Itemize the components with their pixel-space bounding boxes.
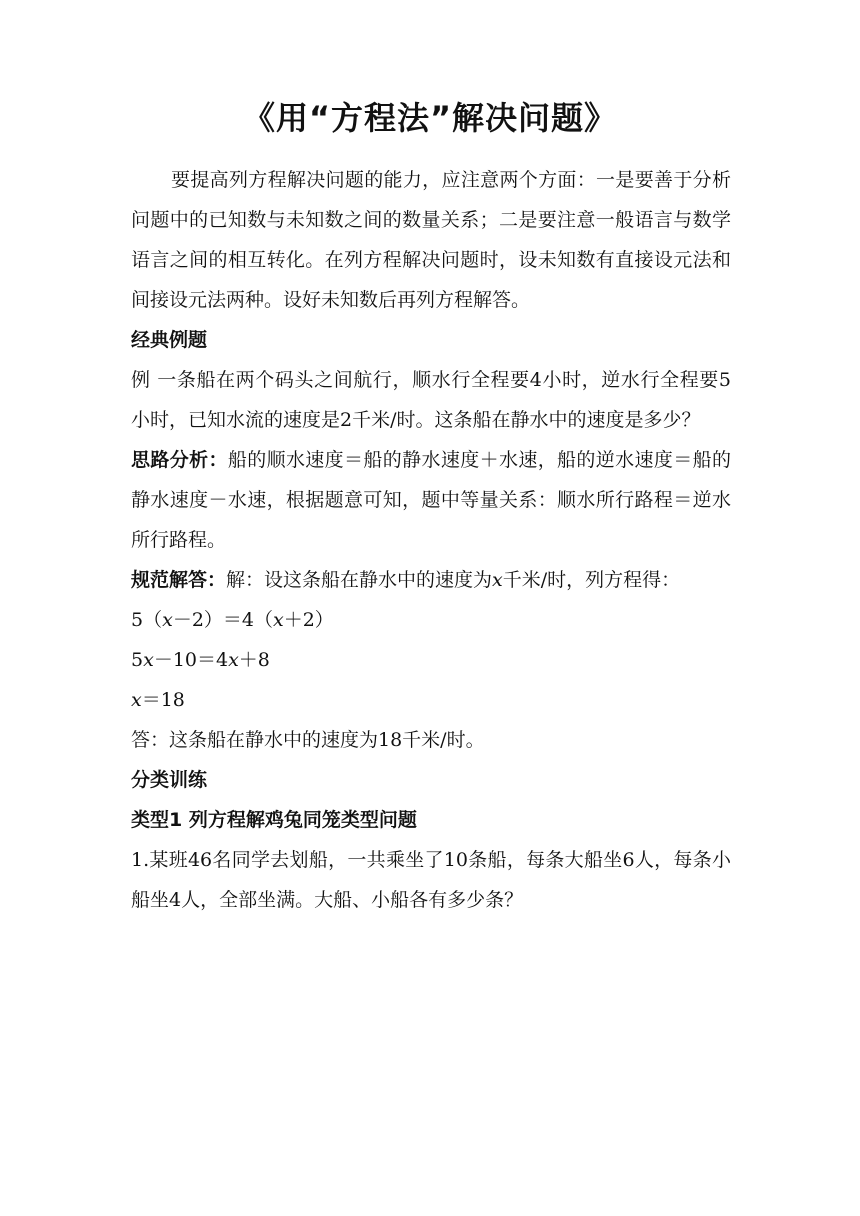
eq1-var: x: [162, 609, 173, 631]
analysis-paragraph: [131, 440, 731, 560]
analysis-text: 船的顺水速度＝船的静水速度＋水速，船的逆水速度＝船的静水速度－水速，根据题意可知，题中等量关系：顺水所行路程＝逆水所行路程。: [131, 449, 731, 551]
eq1-part: 5（: [131, 609, 163, 631]
solution-answer: 答：这条船在静水中的速度为18千米/时。: [131, 729, 485, 751]
solution-paragraph: [131, 560, 731, 600]
solution-text-after: 千米/时，列方程得：: [502, 569, 681, 591]
equation-1: [131, 600, 731, 640]
eq3-part: ＝18: [141, 689, 185, 711]
analysis-label: 思路分析：: [131, 449, 228, 471]
intro-paragraph: 要提高列方程解决问题的能力，应注意两个方面：一是要善于分析问题中的已知数与未知数之间的数量关系；二是要注意一般语言与数学语言之间的相互转化。在列方程解决问题时，设未知数有直接设元法和间接设元法两种。设好未知数后再列方程解答。: [131, 169, 731, 311]
training-heading: 分类训练: [131, 769, 208, 791]
eq1-var: x: [273, 609, 284, 631]
equation-2: [131, 640, 731, 680]
problem-1: 1.某班46名同学去划船，一共乘坐了10条船，每条大船坐6人，每条小船坐4人，全部坐满。大船、小船各有多少条？: [131, 849, 731, 911]
type1-heading: 类型1 列方程解鸡兔同笼类型问题: [131, 809, 417, 831]
eq2-part: －10＝4: [153, 649, 229, 671]
eq2-var: x: [228, 649, 239, 671]
eq3-var: x: [131, 689, 142, 711]
eq1-part: ＋2）: [283, 609, 334, 631]
eq1-part: －2）＝4（: [172, 609, 273, 631]
solution-variable: x: [492, 569, 503, 591]
example-problem: 例 一条船在两个码头之间航行，顺水行全程要4小时，逆水行全程要5小时，已知水流的速度是2千米/时。这条船在静水中的速度是多少？: [131, 369, 731, 431]
equation-3: [131, 680, 731, 720]
eq2-part: ＋8: [238, 649, 270, 671]
eq2-part: 5: [131, 649, 144, 671]
example-heading: 经典例题: [131, 329, 208, 351]
solution-text-before: 解：设这条船在静水中的速度为: [226, 569, 493, 591]
solution-label: 规范解答：: [131, 569, 227, 591]
eq2-var: x: [143, 649, 154, 671]
document-title: 《用“方程法”解决问题》: [242, 99, 618, 137]
document-body: [131, 160, 731, 920]
